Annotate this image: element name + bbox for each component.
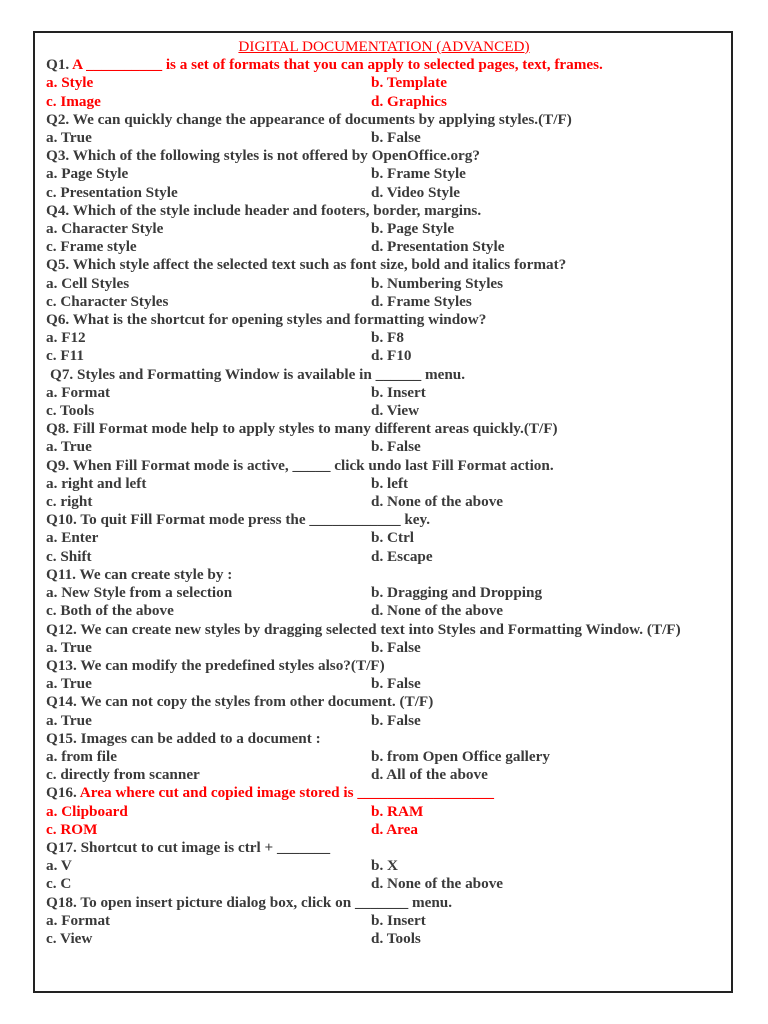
- option-a: a. right and left: [46, 474, 147, 492]
- option-a: a. from file: [46, 747, 117, 765]
- options-row: [46, 766, 722, 784]
- options-row: [46, 220, 722, 238]
- options-row: [46, 329, 722, 347]
- option-c: c. Both of the above: [46, 602, 174, 620]
- question-number: Q17.: [46, 838, 77, 856]
- option-a: a. Page Style: [46, 165, 129, 183]
- question-17: [46, 839, 722, 857]
- options-row: [46, 402, 722, 420]
- option-a: a. F12: [46, 329, 86, 347]
- option-b: b. RAM: [371, 802, 424, 820]
- option-a: a. True: [46, 438, 92, 456]
- question-number: Q2.: [46, 110, 70, 128]
- option-d: d. None of the above: [371, 602, 504, 620]
- options-row: [46, 493, 722, 511]
- question-number: Q16.: [46, 784, 77, 802]
- option-a: a. Style: [46, 74, 94, 92]
- option-b: b. Numbering Styles: [371, 274, 504, 292]
- option-a: a. True: [46, 675, 92, 693]
- option-c: c. Tools: [46, 402, 95, 420]
- option-b: b. X: [371, 857, 399, 875]
- question-text: Fill Format mode help to apply styles to many different areas quickly.(T/F): [69, 420, 558, 438]
- question-number: Q1.: [46, 56, 70, 74]
- question-13: [46, 657, 722, 675]
- question-14: [46, 693, 722, 711]
- question-text: Which of the style include header and footers, border, margins.: [69, 201, 482, 219]
- question-2: [46, 111, 722, 129]
- options-row: [46, 912, 722, 930]
- question-5: [46, 256, 722, 274]
- option-a: a. Cell Styles: [46, 274, 130, 292]
- option-a: a. Format: [46, 911, 111, 929]
- question-text: When Fill Format mode is active, _____ click undo last Fill Format action.: [69, 456, 554, 474]
- quiz-document: [46, 38, 722, 948]
- question-text: We can create new styles by dragging selected text into Styles and Formatting Window. (T/F): [76, 620, 681, 638]
- question-text: To open insert picture dialog box, click on _______ menu.: [76, 893, 453, 911]
- option-b: b. False: [371, 711, 421, 729]
- options-row: [46, 384, 722, 402]
- question-number: Q10.: [46, 511, 77, 529]
- options-row: [46, 275, 722, 293]
- question-number: Q7.: [50, 365, 74, 383]
- option-a: a. Format: [46, 383, 111, 401]
- option-b: b. from Open Office gallery: [371, 747, 550, 765]
- question-number: Q15.: [46, 729, 77, 747]
- option-b: b. False: [371, 438, 421, 456]
- option-d: d. F10: [371, 347, 412, 365]
- option-a: a. True: [46, 711, 92, 729]
- question-number: Q9.: [46, 456, 70, 474]
- option-c: c. View: [46, 929, 93, 947]
- options-row: [46, 74, 722, 92]
- question-4: [46, 202, 722, 220]
- question-number: Q8.: [46, 420, 70, 438]
- document-title: DIGITAL DOCUMENTATION (ADVANCED): [238, 38, 530, 55]
- option-b: b. Ctrl: [371, 529, 415, 547]
- option-d: d. View: [371, 402, 420, 420]
- question-9: [46, 457, 722, 475]
- option-b: b. Frame Style: [371, 165, 466, 183]
- option-d: d. All of the above: [371, 766, 488, 784]
- option-a: a. True: [46, 129, 92, 147]
- question-text: We can not copy the styles from other document. (T/F): [76, 693, 434, 711]
- options-row: [46, 584, 722, 602]
- option-c: c. Frame style: [46, 238, 137, 256]
- option-c: c. right: [46, 493, 93, 511]
- option-c: c. directly from scanner: [46, 766, 200, 784]
- question-number: Q3.: [46, 147, 70, 165]
- question-text: Which style affect the selected text such as font size, bold and italics format?: [69, 256, 567, 274]
- question-7: [46, 366, 722, 384]
- question-11: [46, 566, 722, 584]
- option-c: c. Presentation Style: [46, 183, 178, 201]
- question-text: Images can be added to a document :: [76, 729, 321, 747]
- options-row: [46, 602, 722, 620]
- options-row: [46, 675, 722, 693]
- option-b: b. False: [371, 675, 421, 693]
- option-a: a. Clipboard: [46, 802, 128, 820]
- option-c: c. C: [46, 875, 72, 893]
- question-number: Q11.: [46, 565, 76, 583]
- options-row: [46, 129, 722, 147]
- question-text: We can create style by :: [75, 565, 233, 583]
- option-a: a. Enter: [46, 529, 99, 547]
- option-b: b. Insert: [371, 911, 426, 929]
- question-text: We can quickly change the appearance of documents by applying styles.(T/F): [69, 110, 572, 128]
- option-a: a. True: [46, 638, 92, 656]
- options-row: [46, 857, 722, 875]
- option-c: c. Character Styles: [46, 292, 169, 310]
- option-d: d. None of the above: [371, 493, 504, 511]
- options-row: [46, 475, 722, 493]
- option-a: a. New Style from a selection: [46, 584, 233, 602]
- option-b: b. Page Style: [371, 220, 455, 238]
- options-row: [46, 347, 722, 365]
- options-row: [46, 184, 722, 202]
- options-row: [46, 803, 722, 821]
- question-text: Area where cut and copied image stored is __________________: [76, 784, 495, 802]
- options-row: [46, 930, 722, 948]
- option-a: a. Character Style: [46, 220, 164, 238]
- options-row: [46, 438, 722, 456]
- question-10: [46, 511, 722, 529]
- options-row: [46, 529, 722, 547]
- options-row: [46, 639, 722, 657]
- option-d: d. Escape: [371, 547, 433, 565]
- question-6: [46, 311, 722, 329]
- question-number: Q6.: [46, 311, 70, 329]
- question-8: [46, 420, 722, 438]
- option-c: c. Image: [46, 92, 101, 110]
- option-b: b. left: [371, 474, 409, 492]
- question-number: Q18.: [46, 893, 77, 911]
- option-b: b. Insert: [371, 383, 426, 401]
- option-c: c. Shift: [46, 547, 92, 565]
- options-row: [46, 875, 722, 893]
- question-text: Styles and Formatting Window is available in ______ menu.: [73, 365, 466, 383]
- option-d: d. None of the above: [371, 875, 504, 893]
- option-b: b. Dragging and Dropping: [371, 584, 543, 602]
- options-row: [46, 93, 722, 111]
- question-text: We can modify the predefined styles also?(T/F): [76, 656, 385, 674]
- options-row: [46, 712, 722, 730]
- option-a: a. V: [46, 857, 72, 875]
- option-d: d. Presentation Style: [371, 238, 505, 256]
- option-b: b. F8: [371, 329, 404, 347]
- question-1: [46, 56, 722, 74]
- question-text: Which of the following styles is not offered by OpenOffice.org?: [69, 147, 480, 165]
- option-d: d. Video Style: [371, 183, 461, 201]
- question-number: Q14.: [46, 693, 77, 711]
- options-row: [46, 548, 722, 566]
- options-row: [46, 821, 722, 839]
- option-c: c. ROM: [46, 820, 98, 838]
- question-text: What is the shortcut for opening styles and formatting window?: [69, 311, 487, 329]
- question-12: [46, 621, 722, 639]
- options-row: [46, 748, 722, 766]
- question-15: [46, 730, 722, 748]
- options-row: [46, 293, 722, 311]
- question-16: [46, 784, 722, 802]
- question-text: Shortcut to cut image is ctrl + _______: [76, 838, 331, 856]
- question-number: Q12.: [46, 620, 77, 638]
- question-text: To quit Fill Format mode press the ____________ key.: [76, 511, 431, 529]
- option-d: d. Frame Styles: [371, 292, 472, 310]
- question-number: Q4.: [46, 201, 70, 219]
- question-text: A __________ is a set of formats that you can apply to selected pages, text, frames.: [69, 56, 603, 74]
- options-row: [46, 165, 722, 183]
- option-c: c. F11: [46, 347, 84, 365]
- options-row: [46, 238, 722, 256]
- option-d: d. Area: [371, 820, 418, 838]
- question-number: Q13.: [46, 656, 77, 674]
- option-b: b. False: [371, 129, 421, 147]
- question-number: Q5.: [46, 256, 70, 274]
- option-d: d. Graphics: [371, 92, 447, 110]
- option-b: b. False: [371, 638, 421, 656]
- option-b: b. Template: [371, 74, 447, 92]
- question-3: [46, 147, 722, 165]
- option-d: d. Tools: [371, 929, 421, 947]
- question-18: [46, 894, 722, 912]
